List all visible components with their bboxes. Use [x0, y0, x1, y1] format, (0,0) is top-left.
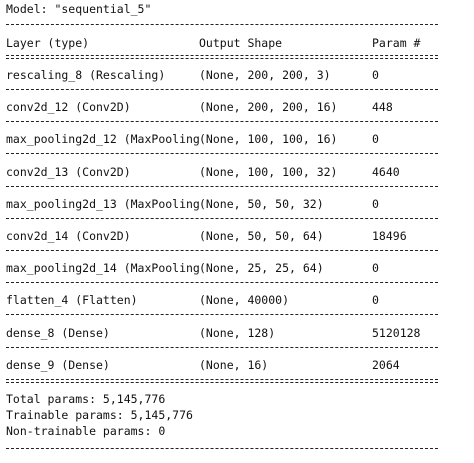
output-shape: (None, 200, 200, 16)	[199, 100, 338, 114]
header-param-count: Param #	[372, 36, 421, 50]
output-shape: (None, 50, 50, 64)	[199, 229, 324, 243]
row-separator	[6, 89, 438, 90]
table-row	[0, 261, 474, 275]
output-shape: (None, 200, 200, 3)	[199, 68, 331, 82]
param-count: 0	[372, 293, 379, 307]
layer-name: max_pooling2d_14 (MaxPooling	[6, 261, 200, 275]
row-separator	[6, 250, 438, 251]
trainable-params: Trainable params: 5,145,776	[6, 408, 193, 422]
output-shape: (None, 100, 100, 16)	[199, 132, 338, 146]
table-header	[0, 36, 474, 50]
row-separator	[6, 347, 438, 348]
output-shape: (None, 25, 25, 64)	[199, 261, 324, 275]
row-separator	[6, 282, 438, 283]
table-row	[0, 100, 474, 114]
param-count: 4640	[372, 165, 400, 179]
non-trainable-params: Non-trainable params: 0	[6, 424, 166, 438]
layer-name: dense_8 (Dense)	[6, 326, 110, 340]
layer-name: conv2d_13 (Conv2D)	[6, 165, 131, 179]
row-separator	[6, 218, 438, 219]
header-double-rule	[6, 55, 438, 59]
row-separator	[6, 186, 438, 187]
layer-name: flatten_4 (Flatten)	[6, 293, 138, 307]
table-row	[0, 197, 474, 211]
table-row	[0, 293, 474, 307]
table-row	[0, 68, 474, 82]
table-row	[0, 165, 474, 179]
row-separator	[6, 153, 438, 154]
param-count: 5120128	[372, 326, 421, 340]
output-shape: (None, 40000)	[199, 293, 290, 307]
param-count: 2064	[372, 358, 400, 372]
total-params: Total params: 5,145,776	[6, 392, 166, 406]
param-count: 448	[372, 100, 393, 114]
table-row	[0, 326, 474, 340]
row-separator	[6, 121, 438, 122]
layer-name: conv2d_12 (Conv2D)	[6, 100, 131, 114]
model-name-line: Model: "sequential_5"	[6, 2, 152, 16]
header-output-shape: Output Shape	[199, 36, 283, 50]
param-count: 0	[372, 132, 379, 146]
output-shape: (None, 128)	[199, 326, 276, 340]
top-rule	[6, 24, 438, 25]
output-shape: (None, 16)	[199, 358, 269, 372]
layer-name: max_pooling2d_13 (MaxPooling	[6, 197, 200, 211]
param-count: 18496	[372, 229, 407, 243]
layer-name: rescaling_8 (Rescaling)	[6, 68, 166, 82]
output-shape: (None, 100, 100, 32)	[199, 165, 338, 179]
table-row	[0, 132, 474, 146]
row-separator	[6, 314, 438, 315]
param-count: 0	[372, 68, 379, 82]
table-row	[0, 358, 474, 372]
footer-double-rule	[6, 379, 438, 383]
header-layer: Layer (type)	[6, 36, 90, 50]
layer-name: dense_9 (Dense)	[6, 358, 110, 372]
bottom-rule	[6, 448, 438, 449]
output-shape: (None, 50, 50, 32)	[199, 197, 324, 211]
table-row	[0, 229, 474, 243]
layer-name: conv2d_14 (Conv2D)	[6, 229, 131, 243]
param-count: 0	[372, 197, 379, 211]
param-count: 0	[372, 261, 379, 275]
layer-name: max_pooling2d_12 (MaxPooling	[6, 132, 200, 146]
